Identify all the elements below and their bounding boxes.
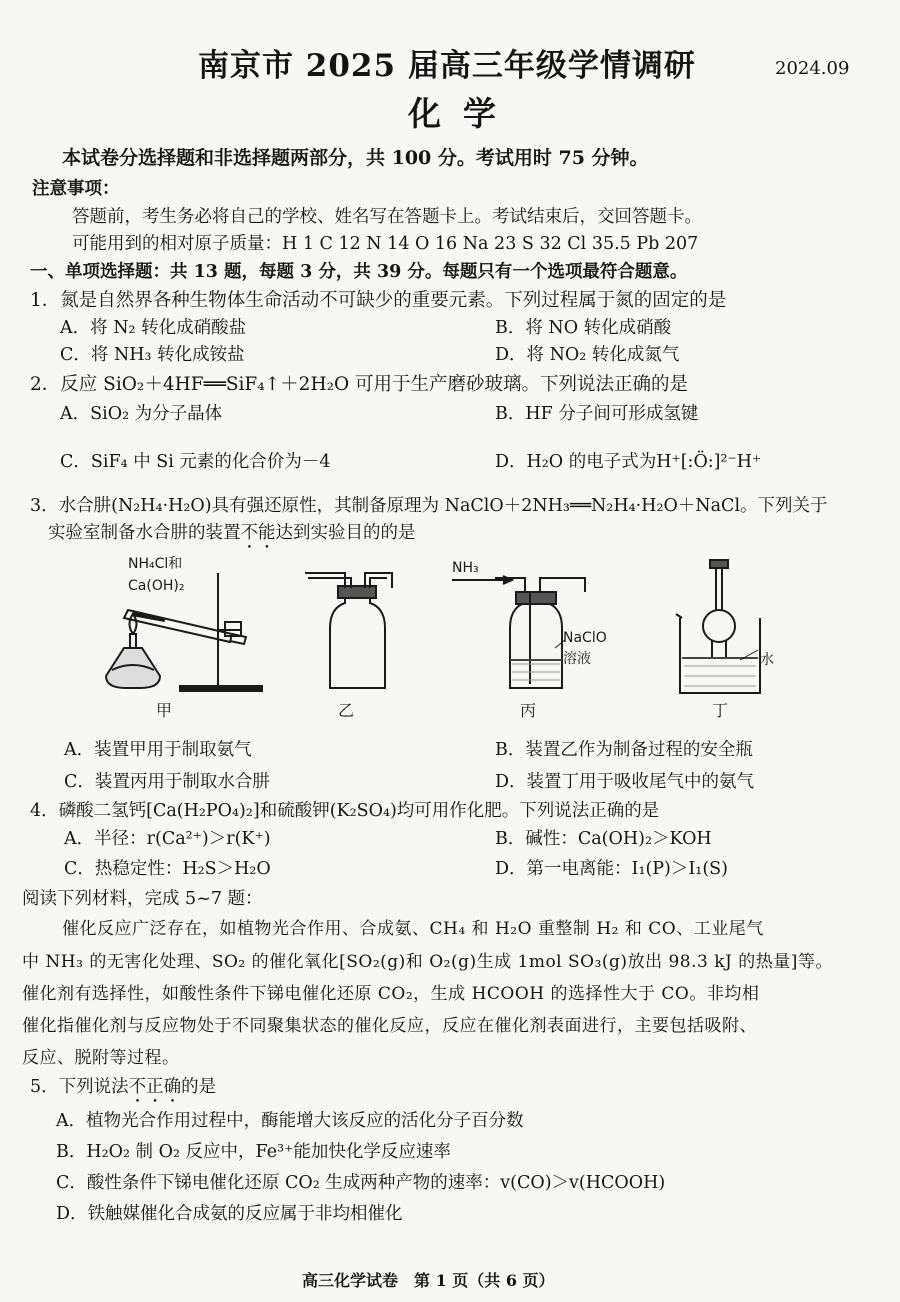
q5-stem [30, 1073, 216, 1107]
q2-option-c: C．SiF₄ 中 Si 元素的化合价为－4 [60, 452, 331, 472]
naclo-label-2: 溶液 [563, 651, 591, 667]
q3-stem-line-1: 3．水合肼(N₂H₄·H₂O)具有强还原性，其制备原理为 NaClO＋2NH₃══N₂H₄·H₂O＋NaCl。下列关于 [30, 496, 828, 516]
q3-option-d: D．装置丁用于吸收尾气中的氨气 [495, 772, 755, 792]
q1-option-a: A．将 N₂ 转化成硝酸盐 [60, 318, 247, 338]
q3-stem-text-end: 达到实验目的的是 [275, 523, 416, 543]
q1-option-b: B．将 NO 转化成硝酸 [495, 318, 672, 338]
exam-intro: 本试卷分选择题和非选择题两部分，共 100 分。考试用时 75 分钟。 [62, 147, 649, 169]
material-line-3: 催化剂有选择性，如酸性条件下锑电催化还原 CO₂，生成 HCOOH 的选择性大于 CO。非均相 [22, 984, 760, 1004]
label-jia: 甲 [156, 701, 173, 720]
q4-option-d: D．第一电离能：I₁(P)＞I₁(S) [495, 859, 728, 879]
label-bing: 丙 [520, 701, 537, 720]
q4-option-b: B．碱性：Ca(OH)₂＞KOH [495, 829, 712, 849]
notes-line-1: 答题前，考生务必将自己的学校、姓名写在答题卡上。考试结束后，交回答题卡。 [72, 207, 702, 227]
subject-title: 化学 [408, 94, 518, 133]
q4-stem: 4．磷酸二氢钙[Ca(H₂PO₄)₂]和硫酸钾(K₂SO₄)均可用作化肥。下列说法正确的是 [30, 801, 660, 821]
q2-option-b: B．HF 分子间可形成氢键 [495, 404, 699, 424]
apparatus-ding [676, 560, 760, 693]
q5-option-a: A．植物光合作用过程中，酶能增大该反应的活化分子百分数 [56, 1111, 524, 1131]
q2-option-d-text: D．H₂O 的电子式为 [495, 452, 657, 472]
atomic-masses: 可能用到的相对原子质量：H 1 C 12 N 14 O 16 Na 23 S 32 Cl 35.5 Pb 207 [72, 234, 699, 254]
q5-stem-text-end: 的是 [181, 1077, 217, 1097]
apparatus-yi [305, 573, 392, 688]
label-yi: 乙 [338, 701, 355, 720]
material-line-2: 中 NH₃ 的无害化处理、SO₂ 的催化氧化[SO₂(g)和 O₂(g)生成 1mol SO₃(g)放出 98.3 kJ 的热量]等。 [22, 952, 833, 972]
q5-option-b: B．H₂O₂ 制 O₂ 反应中，Fe³⁺能加快化学反应速率 [56, 1142, 451, 1162]
exam-date: 2024.09 [775, 58, 850, 79]
q2-option-a: A．SiO₂ 为分子晶体 [60, 404, 223, 424]
q3-option-c: C．装置丙用于制取水合肼 [64, 772, 270, 792]
q3-stem-text: 实验室制备水合肼的装置 [48, 523, 241, 543]
q5-stem-text: 5．下列说法 [30, 1077, 129, 1097]
water-electron-formula: H⁺[:Ö:]²⁻H⁺ [656, 452, 762, 472]
q2-stem: 2．反应 SiO₂＋4HF══SiF₄↑＋2H₂O 可用于生产磨砂玻璃。下列说法正确的是 [30, 374, 689, 395]
notes-heading: 注意事项： [32, 179, 120, 199]
material-line-4: 催化指催化剂与反应物处于不同聚集状态的催化反应，反应在催化剂表面进行，主要包括吸附、 [22, 1016, 757, 1036]
naclo-label-1: NaClO [563, 630, 607, 646]
reading-intro: 阅读下列材料，完成 5~7 题： [22, 889, 263, 909]
q4-option-c: C．热稳定性：H₂S＞H₂O [64, 859, 271, 879]
label-ding: 丁 [712, 701, 729, 720]
water-label: 水 [760, 652, 774, 668]
q1-option-c: C．将 NH₃ 转化成铵盐 [60, 345, 245, 365]
material-line-5: 反应、脱附等过程。 [22, 1048, 180, 1068]
nh3-label: NH₃ [452, 560, 479, 576]
apparatus-figure [0, 548, 900, 730]
q3-emphasis: 不能 [240, 523, 276, 543]
q1-option-d: D．将 NO₂ 转化成氮气 [495, 345, 680, 365]
page-footer: 高三化学试卷 第 1 页（共 6 页） [302, 1271, 555, 1290]
q5-emphasis: 不正确 [128, 1077, 182, 1097]
page-title: 南京市 2025 届高三年级学情调研 [198, 48, 696, 84]
section-heading: 一、单项选择题：共 13 题，每题 3 分，共 39 分。每题只有一个选项最符合题意。 [30, 262, 688, 282]
q2-option-d [495, 448, 761, 473]
q5-option-c: C．酸性条件下锑电催化还原 CO₂ 生成两种产物的速率：v(CO)＞v(HCOOH) [56, 1173, 666, 1193]
material-line-1: 催化反应广泛存在，如植物光合作用、合成氨、CH₄ 和 H₂O 重整制 H₂ 和 CO、工业尾气 [62, 919, 764, 939]
q5-option-d: D．铁触媒催化合成氨的反应属于非均相催化 [56, 1204, 403, 1224]
q3-option-a: A．装置甲用于制取氨气 [64, 740, 252, 760]
jia-reagent-label-2: Ca(OH)₂ [128, 578, 185, 594]
jia-reagent-label-1: NH₄Cl和 [128, 556, 183, 572]
q4-option-a: A．半径：r(Ca²⁺)＞r(K⁺) [64, 829, 271, 849]
q1-stem: 1．氮是自然界各种生物体生命活动不可缺少的重要元素。下列过程属于氮的固定的是 [30, 290, 727, 311]
q3-option-b: B．装置乙作为制备过程的安全瓶 [495, 740, 753, 760]
